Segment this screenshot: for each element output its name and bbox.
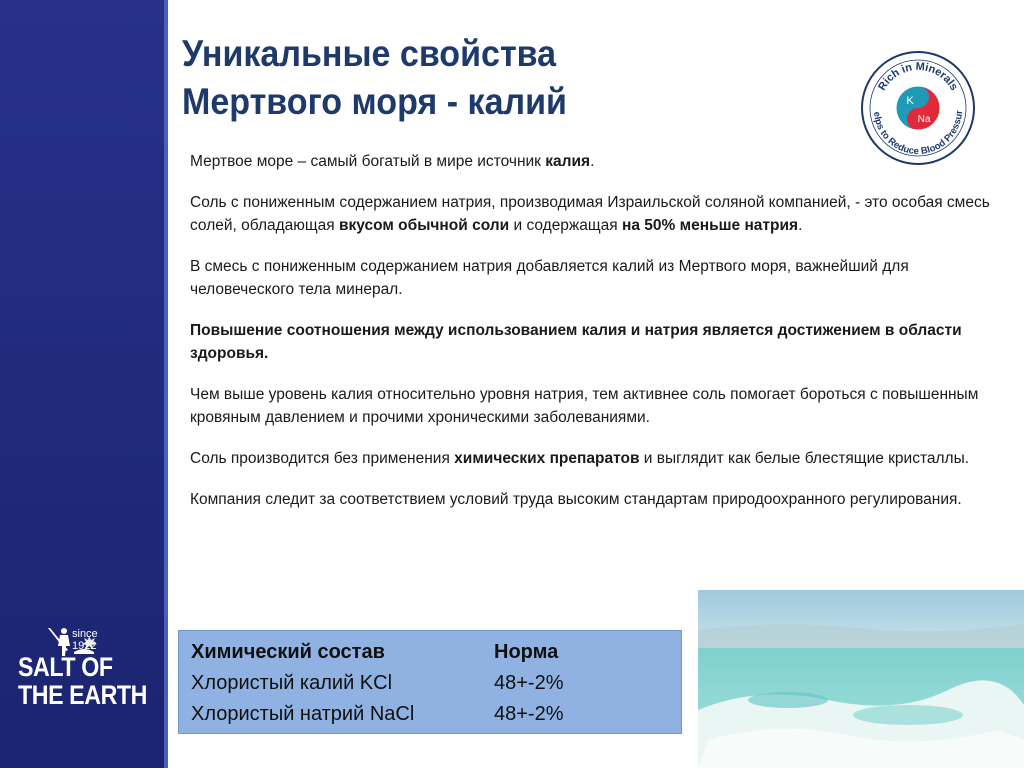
composition-header-row <box>191 637 669 668</box>
badge-top-text: Rich in Minerals <box>876 60 960 93</box>
sidebar-edge-stripe <box>164 0 168 768</box>
k-na-symbol <box>896 86 940 130</box>
brand-year-label: 1922 <box>72 640 97 652</box>
composition-cell-name: Хлористый натрий NaCl <box>191 703 415 725</box>
composition-header-col2: Норма <box>494 641 559 663</box>
brand-name-line2: THE EARTH <box>18 680 147 710</box>
dead-sea-photo <box>698 590 1024 768</box>
paragraph-7: Компания следит за соответствием условий труда высоким стандартам природоохранного регулирования. <box>190 491 962 508</box>
composition-row <box>191 668 669 699</box>
paragraph-1: Мертвое море – самый богатый в мире источник калия. <box>190 153 595 170</box>
brand-logo <box>14 622 156 718</box>
badge-na-symbol: Na <box>917 114 931 125</box>
title-line1: Уникальные свойства <box>182 33 557 74</box>
composition-table <box>178 630 682 734</box>
composition-row <box>191 699 669 730</box>
badge-bottom-text: elps to Reduce Blood Pressur <box>870 110 966 158</box>
brand-name-line1: SALT OF <box>18 652 113 682</box>
composition-cell-name: Хлористый калий KCl <box>191 672 393 694</box>
paragraph-3: В смесь с пониженным содержанием натрия добавляется калий из Мертвого моря, важнейший для человеческого тела минерал. <box>190 258 909 298</box>
composition-cell-norm: 48+-2% <box>494 672 564 694</box>
paragraph-4-highlight: Повышение соотношения между использованием калия и натрия является достижением в области здоровья. <box>190 322 962 362</box>
title-line2: Мертвого моря - калий <box>182 81 567 122</box>
content-body <box>190 150 990 529</box>
composition-cell-norm: 48+-2% <box>494 703 564 725</box>
page-title <box>182 30 697 126</box>
paragraph-6: Соль производится без применения химических препаратов и выглядит как белые блестящие кристаллы. <box>190 450 970 467</box>
composition-header-col1: Химический состав <box>191 641 385 663</box>
badge-k-symbol: K <box>906 95 914 107</box>
brand-since-label: since <box>72 628 98 640</box>
rich-in-minerals-badge <box>858 50 978 166</box>
paragraph-5: Чем выше уровень калия относительно уровня натрия, тем активнее соль помогает бороться с повышенным кровяным давлением и прочими хроническими заболеваниями. <box>190 386 979 426</box>
paragraph-2: Соль с пониженным содержанием натрия, производимая Израильской соляной компанией, - это особая смесь солей, обладающая вкусом обычной соли и содержащая на 50% меньше натрия. <box>190 194 990 234</box>
